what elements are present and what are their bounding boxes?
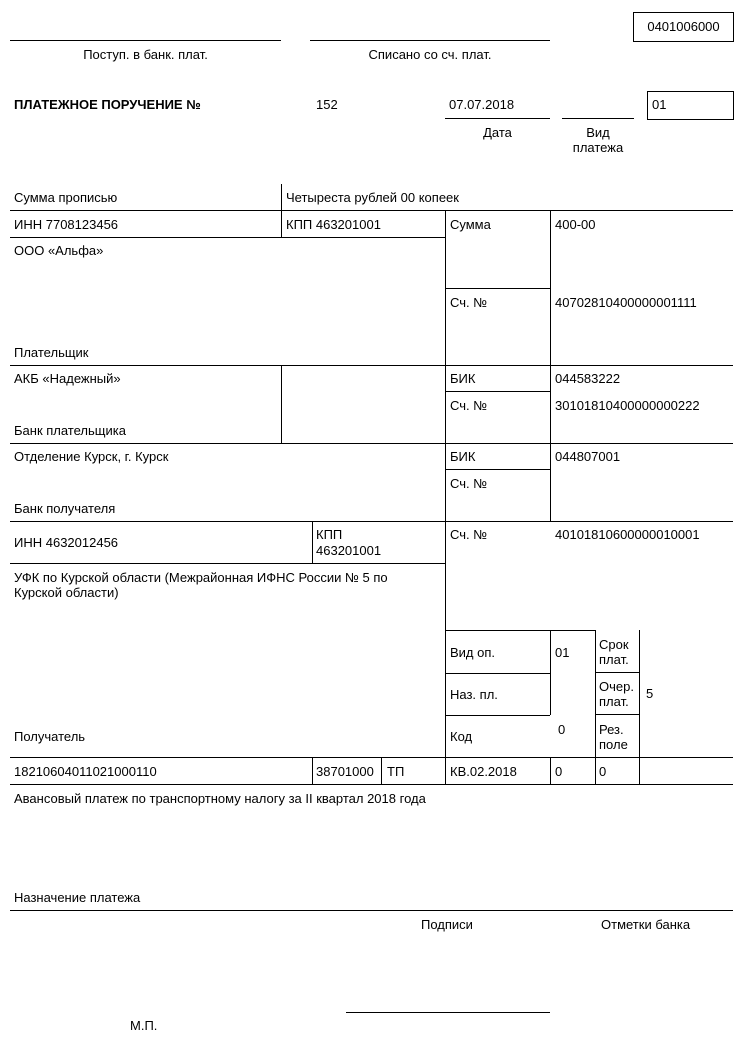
row-line [10, 784, 733, 785]
purpose-code-label: Наз. пл. [450, 687, 498, 702]
payer-bank-bik-label: БИК [450, 371, 476, 386]
payer-account: 40702810400000001111 [555, 295, 697, 310]
col-line [445, 210, 446, 784]
row-line [595, 672, 639, 673]
priority-label: Очер. плат. [599, 679, 634, 709]
row-line [10, 365, 733, 366]
recipient-label: Получатель [14, 729, 86, 744]
row-line [10, 910, 733, 911]
col-line [381, 757, 382, 784]
payer-inn: ИНН 7708123456 [14, 217, 119, 232]
row-line [445, 630, 595, 631]
payment-type-label: Вид платежа [572, 125, 624, 155]
basis-value: ТП [387, 764, 405, 779]
period-value: КВ.02.2018 [450, 764, 517, 779]
row-line [445, 715, 550, 716]
recipient-kpp-label: КПП [316, 527, 343, 542]
row-line [10, 757, 733, 758]
purpose-text: Авансовый платеж по транспортному налогу за II квартал 2018 года [14, 791, 426, 806]
col-line [281, 210, 282, 237]
oktmo-value: 38701000 [316, 764, 374, 779]
recipient-bank-account-label: Сч. № [450, 476, 488, 491]
debited-label: Списано со сч. плат. [368, 47, 492, 62]
stamp-label: М.П. [130, 1018, 158, 1033]
col-line [312, 521, 313, 563]
page-title: ПЛАТЕЖНОЕ ПОРУЧЕНИЕ № [14, 97, 201, 112]
bank-marks-label: Отметки банка [601, 917, 691, 932]
payer-bank-label: Банк плательщика [14, 423, 126, 438]
sum-label: Сумма [450, 217, 491, 232]
payer-bank-name: АКБ «Надежный» [14, 371, 121, 386]
debited-line [310, 40, 550, 41]
code-value: 0 [558, 722, 566, 737]
row-line [595, 714, 639, 715]
kbk-value: 18210604011021000110 [14, 764, 157, 779]
amount-words-label: Сумма прописью [14, 190, 118, 205]
received-label: Поступ. в банк. плат. [83, 47, 208, 62]
payer-bank-bik: 044583222 [555, 371, 621, 386]
recipient-bank-name: Отделение Курск, г. Курск [14, 449, 169, 464]
recipient-kpp: 463201001 [316, 543, 382, 558]
col-line [550, 630, 551, 715]
recipient-bank-bik-label: БИК [450, 449, 476, 464]
row-line [10, 210, 733, 211]
form-code: 0401006000 [647, 19, 720, 34]
row-line [10, 443, 733, 444]
purpose-label: Назначение платежа [14, 890, 141, 905]
recipient-bank-label: Банк получателя [14, 501, 116, 516]
col-line [281, 365, 282, 443]
row-line [10, 563, 445, 564]
order-number: 152 [316, 97, 338, 112]
row-line [445, 469, 550, 470]
recipient-bank-bik: 044807001 [555, 449, 621, 464]
payer-bank-account-label: Сч. № [450, 398, 488, 413]
due-date-label: Срок плат. [599, 637, 629, 667]
row-line [445, 288, 550, 289]
payer-bank-account: 30101810400000000222 [555, 398, 700, 413]
op-type-label: Вид оп. [450, 645, 496, 660]
payment-type-line [562, 118, 634, 119]
col-line [312, 757, 313, 784]
date-label: Дата [483, 125, 512, 140]
payer-name: ООО «Альфа» [14, 243, 104, 258]
row-line [445, 673, 550, 674]
col-line [550, 757, 551, 784]
row-line [10, 521, 733, 522]
reserve-label: Рез. поле [599, 722, 628, 752]
sum-value: 400-00 [555, 217, 596, 232]
doc-date-value: 0 [599, 764, 607, 779]
signature-line [346, 1012, 550, 1013]
col-line [639, 630, 640, 784]
received-line [10, 40, 281, 41]
payer-account-label: Сч. № [450, 295, 488, 310]
recipient-name: УФК по Курской области (Межрайонная ИФНС России № 5 по Курской области) [14, 570, 388, 600]
col-line [550, 288, 551, 521]
recipient-inn: ИНН 4632012456 [14, 535, 119, 550]
col-line [281, 184, 282, 210]
order-date: 07.07.2018 [449, 97, 515, 112]
payer-label: Плательщик [14, 345, 89, 360]
col-line [550, 210, 551, 288]
status-code: 01 [652, 97, 667, 112]
row-line [445, 391, 550, 392]
code-label: Код [450, 729, 473, 744]
recipient-account: 40101810600000010001 [555, 527, 700, 542]
amount-words: Четыреста рублей 00 копеек [286, 190, 459, 205]
date-line [445, 118, 550, 119]
op-type-value: 01 [555, 645, 570, 660]
doc-number-value: 0 [555, 764, 563, 779]
priority-value: 5 [646, 686, 654, 701]
signatures-label: Подписи [421, 917, 473, 932]
row-line [10, 237, 445, 238]
payer-kpp: КПП 463201001 [286, 217, 381, 232]
col-line [595, 630, 596, 784]
recipient-account-label: Сч. № [450, 527, 488, 542]
